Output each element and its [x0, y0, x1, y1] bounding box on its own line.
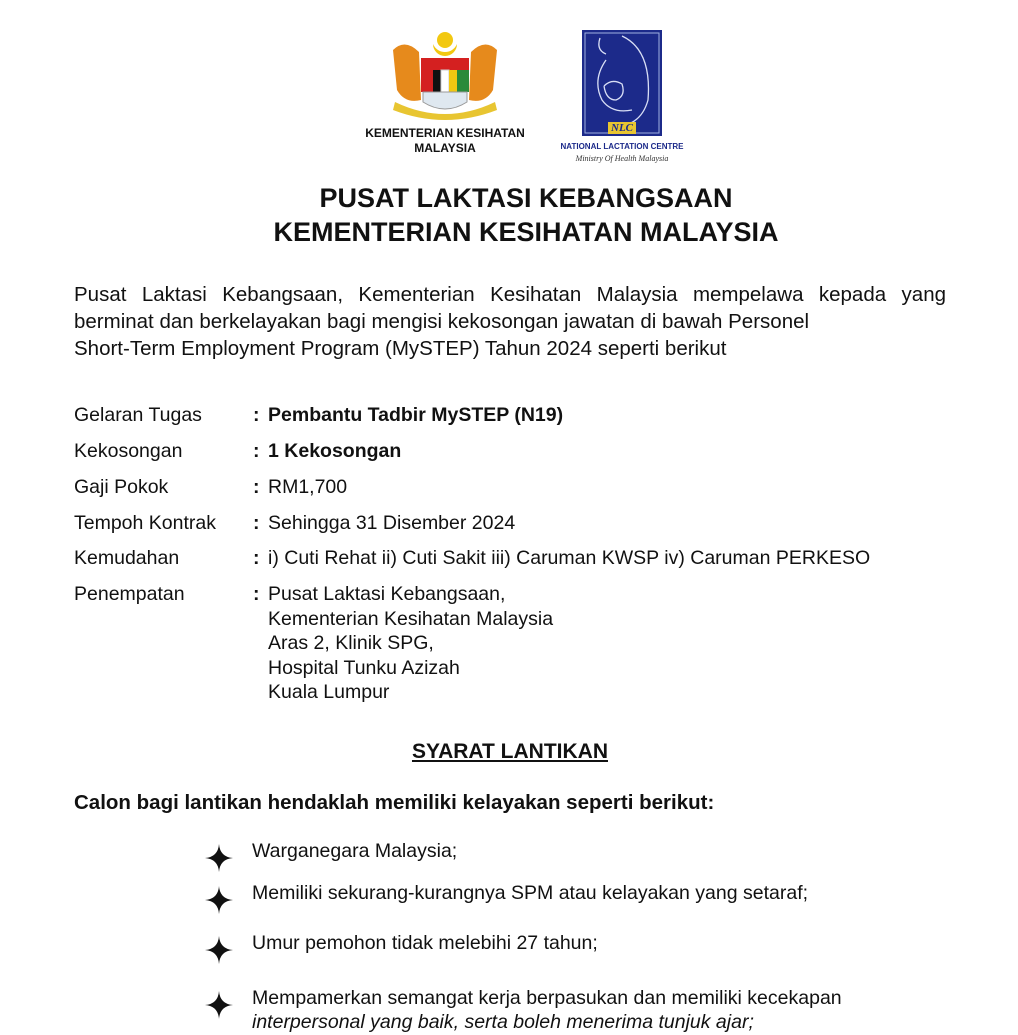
intro-paragraph	[74, 281, 946, 362]
address	[268, 582, 553, 705]
nlc-logo	[582, 30, 662, 136]
address-line: Kementerian Kesihatan Malaysia	[268, 607, 554, 630]
colon: :	[253, 547, 260, 569]
nlc-badge: NLC	[608, 122, 636, 134]
address-line: Kuala Lumpur	[268, 681, 390, 703]
syarat-heading: SYARAT LANTIKAN	[411, 740, 608, 763]
nlc-subtitle: Ministry Of Health Malaysia	[575, 154, 669, 163]
detail-value: Sehingga 31 Disember 2024	[268, 512, 516, 534]
star-bullet-icon	[205, 886, 233, 914]
colon: :	[253, 476, 260, 498]
star-bullet-icon	[205, 936, 233, 964]
star-bullet-icon	[205, 844, 233, 872]
detail-value: 1 Kekosongan	[268, 440, 402, 462]
intro-text: Pusat Laktasi Kebangsaan, Kementerian Kesihatan Malaysia mempelawa kepada yang berminat dan berkelayakan bagi mengisi kekosongan jawatan di bawah Personel	[74, 283, 946, 333]
detail-label: Penempatan	[74, 583, 185, 605]
address-line: Pusat Laktasi Kebangsaan,	[268, 583, 506, 605]
star-bullet-icon	[205, 991, 233, 1019]
detail-value: RM1,700	[268, 476, 348, 498]
nlc-name: NATIONAL LACTATION CENTRE	[560, 142, 684, 151]
colon: :	[253, 404, 260, 426]
colon: :	[253, 440, 260, 462]
intro-text-last: Short-Term Employment Program (MySTEP) Tahun 2024 seperti berikut	[74, 337, 727, 360]
requirement-text-continued: interpersonal yang baik, serta boleh menerima tunjuk ajar;	[252, 1011, 754, 1033]
detail-label: Tempoh Kontrak	[74, 512, 216, 534]
kkm-name-line2: MALAYSIA	[414, 141, 476, 155]
page-title-line1: PUSAT LAKTASI KEBANGSAAN	[319, 183, 733, 213]
address-line: Aras 2, Klinik SPG,	[268, 632, 434, 654]
detail-value: i) Cuti Rehat ii) Cuti Sakit iii) Caruman KWSP iv) Caruman PERKESO	[268, 547, 871, 569]
detail-label: Kemudahan	[74, 547, 180, 569]
kkm-name-line1: KEMENTERIAN KESIHATAN	[365, 126, 525, 140]
detail-label: Kekosongan	[74, 440, 183, 462]
requirement-text: Memiliki sekurang-kurangnya SPM atau kelayakan yang setaraf;	[252, 882, 809, 904]
address-line: Hospital Tunku Azizah	[268, 656, 460, 679]
detail-label: Gaji Pokok	[74, 476, 169, 498]
requirement-text: Mempamerkan semangat kerja berpasukan dan memiliki kecekapan	[252, 987, 842, 1009]
calon-heading: Calon bagi lantikan hendaklah memiliki kelayakan seperti berikut:	[74, 791, 715, 814]
kkm-coat-of-arms-logo	[385, 30, 505, 122]
colon: :	[253, 512, 260, 534]
colon: :	[253, 583, 260, 605]
detail-value: Pembantu Tadbir MySTEP (N19)	[268, 404, 564, 426]
requirement-text: Umur pemohon tidak melebihi 27 tahun;	[252, 932, 598, 954]
page-title-line2: KEMENTERIAN KESIHATAN MALAYSIA	[273, 217, 779, 247]
requirement-text: Warganegara Malaysia;	[252, 840, 458, 862]
detail-label: Gelaran Tugas	[74, 404, 202, 426]
